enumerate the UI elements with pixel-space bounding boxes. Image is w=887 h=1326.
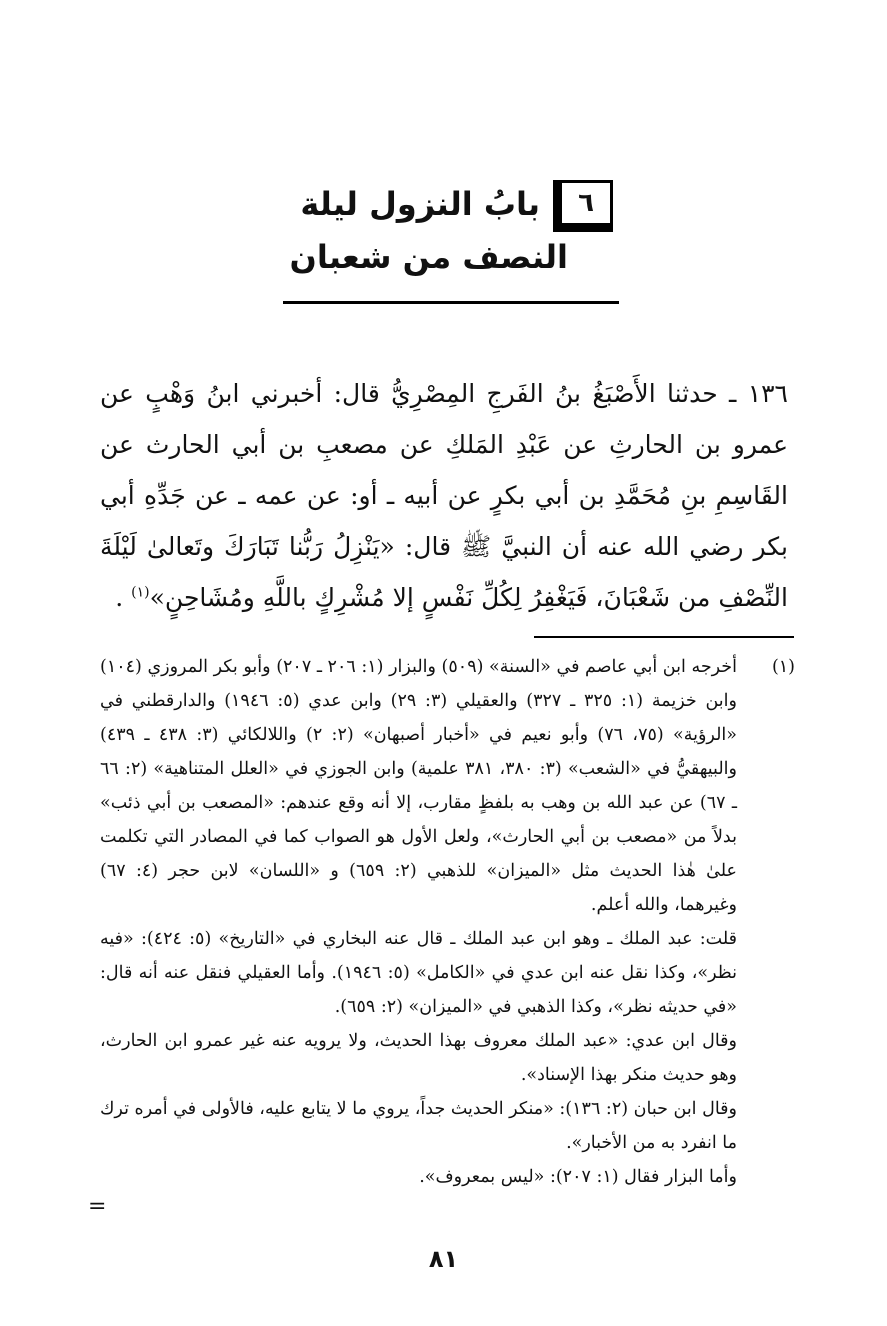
hadith-end: . [115,583,124,612]
hadith-paragraph [100,368,788,623]
footnote-paragraph: وقال ابن حبان (٢: ١٣٦): «منكر الحديث جداً، يروي ما لا يتابع عليه، فالأولى في أمره ترك ما انفرد به من الأخبار». [100,1099,737,1153]
footnote-paragraph: أخرجه ابن أبي عاصم في «السنة» (٥٠٩) والبزار (١: ٢٠٦ ـ ٢٠٧) وأبو بكر المروزي (١٠٤) وابن خزيمة (١: ٣٢٥ ـ ٣٢٧) والعقيلي (٣: ٢٩) وابن عدي (٥: ١٩٤٦) والدارقطني في «الرؤية» (٧٥، ٧٦) وأبو نعيم في «أخبار أصبهان» (٢: ٢) واللالكائي (٣: ٤٣٨ ـ ٤٣٩) والبيهقيُّ في «الشعب» (٣: ٣٨٠، ٣٨١ علمية) وابن الجوزي في «العلل المتناهية» (٢: ٦٦ ـ ٦٧) عن عبد الله بن وهب به بلفظٍ مقارب، إلا أنه وقع عندهم: «المصعب بن أبي ذئب» بدلاً من «مصعب بن أبي الحارث»، ولعل الأول هو الصواب كما في المصادر التي تكلمت علىٰ هٰذا الحديث مثل «الميزان» للذهبي (٢: ٦٥٩) و «اللسان» لابن حجر (٤: ٦٧) وغيرهما، والله أعلم. [100,657,737,915]
footnote-number: (١) [771,657,795,677]
hadith-text: ١٣٦ ـ حدثنا الأَصْبَغُ بنُ الفَرجِ المِصْرِيُّ قال: أخبرني ابنُ وَهْبٍ عن عمرو بن الحارثِ عن عَبْدِ المَلكِ عن مصعبِ بن أبي الحارث عن القَاسِمِ بنِ مُحَمَّدِ بن أبي بكرٍ عن أبيه ـ أو: عن عمه ـ عن جَدِّهِ أبي بكر رضي الله عنه أن النبيَّ ﷺ قال: «يَنْزِلُ رَبُّنا تَبَارَكَ وتَعالىٰ لَيْلَةَ النِّصْفِ من شَعْبَانَ، فَيَغْفِرُ لِكُلِّ نَفْسٍ إلا مُشْرِكٍ باللَّهِ ومُشَاحِنٍ» [100,379,788,612]
hadith-body [100,368,788,623]
chapter-heading [280,178,620,288]
chapter-title-line-1: بابُ النزول ليلة [300,185,540,223]
chapter-number-box: ٦ [553,180,613,232]
footnote-separator [534,636,794,638]
page-number: ٨١ [428,1245,459,1273]
footnotes [100,650,795,1194]
footnote-paragraph: وأما البزار فقال (١: ٢٠٧): «ليس بمعروف». [419,1167,737,1187]
footnote-reference: (١) [131,584,150,601]
continuation-mark: = [88,1194,107,1219]
footnote-paragraph: قلت: عبد الملك ـ وهو ابن عبد الملك ـ قال عنه البخاري في «التاريخ» (٥: ٤٢٤): «فيه نظر»، وكذا نقل عنه ابن عدي في «الكامل» (٥: ١٩٤٦). وأما العقيلي فنقل عنه أنه قال: «في حديثه نظر»، وكذا الذهبي في «الميزان» (٢: ٦٥٩). [100,929,737,1017]
chapter-title-line-2: النصف من شعبان [289,238,568,276]
footnote-1 [100,650,795,922]
footnote-paragraph: وقال ابن عدي: «عبد الملك معروف بهذا الحديث، ولا يرويه عنه غير عمرو ابن الحارث، وهو حديث منكر بهذا الإسناد». [100,1031,737,1085]
heading-underline [283,301,619,304]
